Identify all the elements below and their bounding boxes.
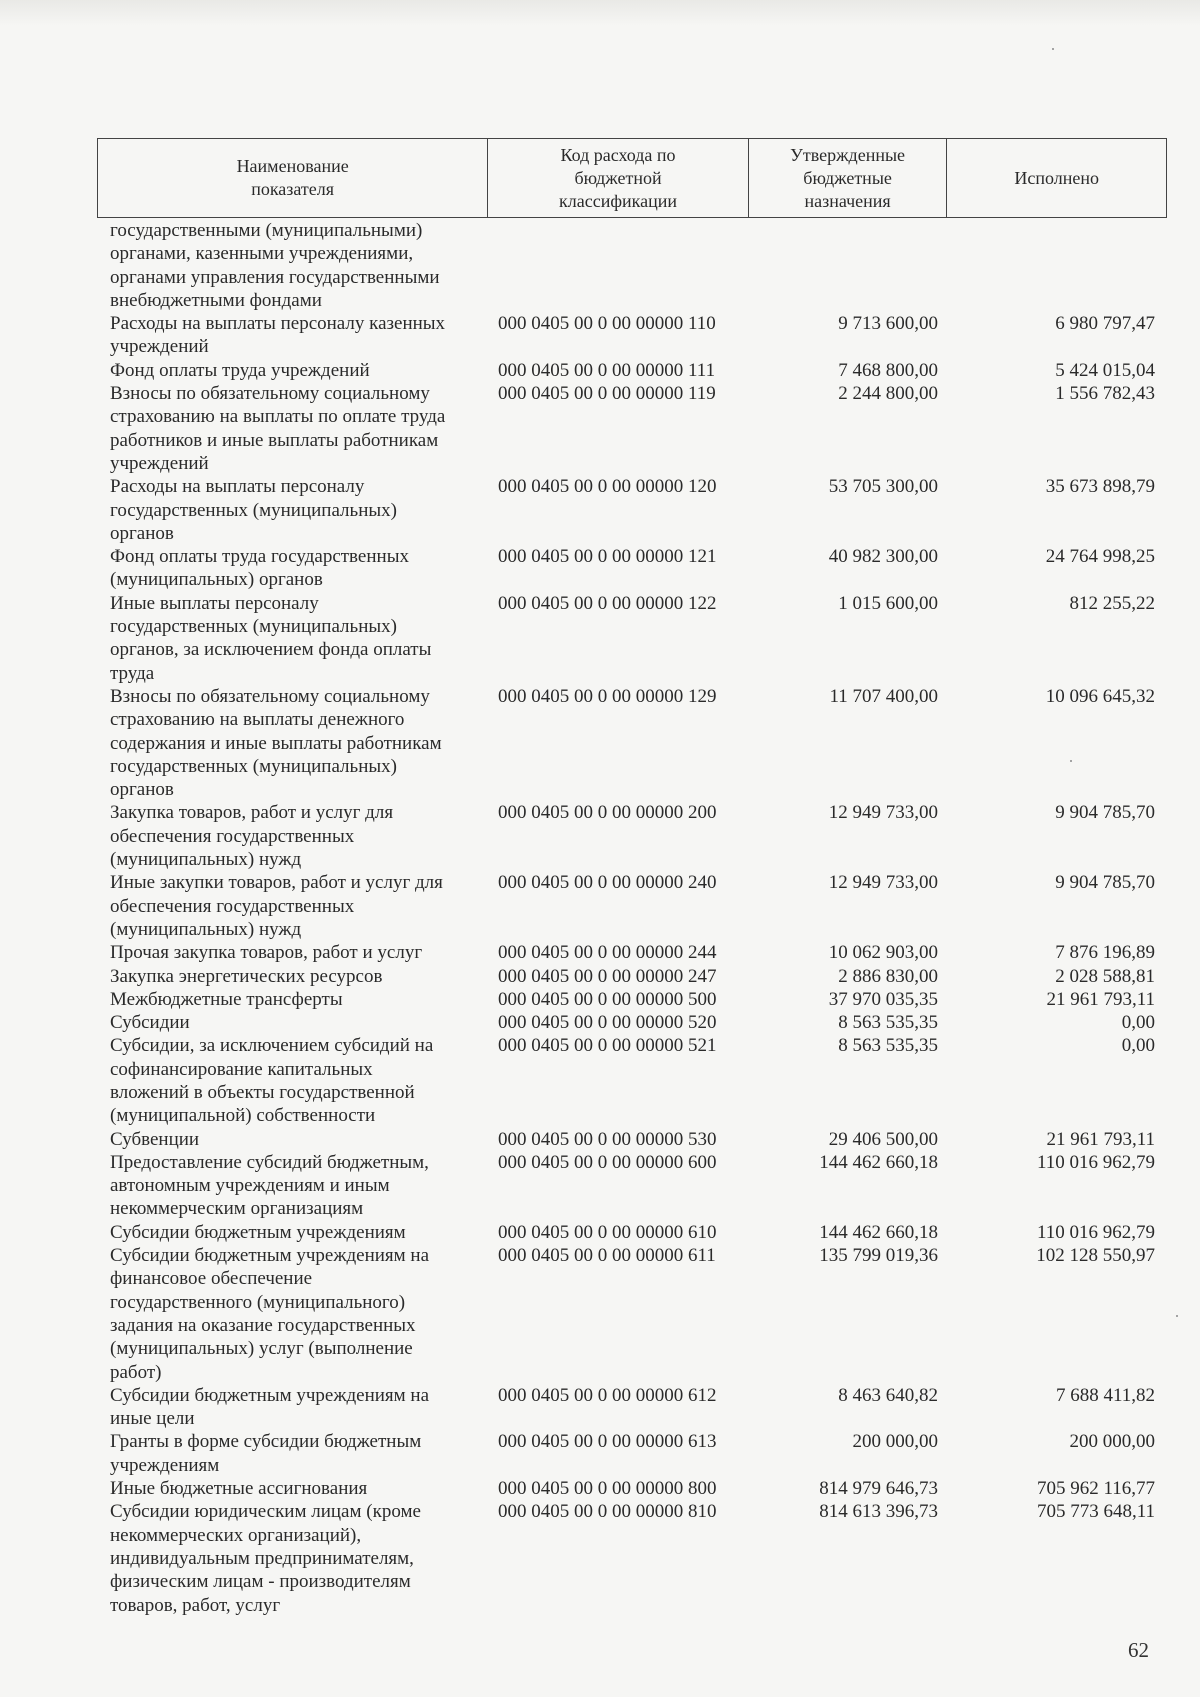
table-row bbox=[97, 1430, 1167, 1477]
cell-approved: 11 707 400,00 bbox=[829, 685, 938, 707]
cell-approved: 135 799 019,36 bbox=[819, 1245, 938, 1267]
cell-name: Расходы на выплаты персоналу государственных (муниципальных) органов bbox=[110, 476, 397, 544]
cell-code: 000 0405 00 0 00 00000 530 bbox=[498, 1128, 717, 1150]
cell-executed: 812 255,22 bbox=[1069, 592, 1155, 614]
cell-executed: 5 424 015,04 bbox=[1055, 359, 1155, 381]
cell-executed: 200 000,00 bbox=[1069, 1431, 1155, 1453]
scan-speck bbox=[1176, 1315, 1178, 1317]
cell-code: 000 0405 00 0 00 00000 120 bbox=[498, 476, 717, 498]
table-row bbox=[97, 382, 1167, 475]
table-row bbox=[97, 871, 1167, 941]
cell-name: Закупка товаров, работ и услуг для обеспечения государственных (муниципальных) нужд bbox=[110, 802, 394, 871]
table-row bbox=[97, 1151, 1167, 1221]
cell-name: Иные выплаты персоналу государственных (муниципальных) органов, за исключением фонда оплаты труда bbox=[110, 592, 432, 684]
cell-approved: 8 563 535,35 bbox=[838, 1012, 938, 1034]
cell-name: Субсидии бюджетным учреждениям bbox=[110, 1221, 406, 1243]
cell-name: Закупка энергетических ресурсов bbox=[110, 965, 383, 987]
cell-code: 000 0405 00 0 00 00000 111 bbox=[498, 359, 716, 381]
cell-executed: 1 556 782,43 bbox=[1055, 383, 1155, 405]
header-code: Код расхода по бюджетной классификации bbox=[488, 139, 749, 217]
table-row bbox=[97, 1384, 1167, 1431]
cell-executed: 7 688 411,82 bbox=[1055, 1384, 1155, 1406]
cell-name: Субсидии bbox=[110, 1012, 190, 1034]
cell-executed: 0,00 bbox=[1121, 1035, 1155, 1057]
cell-name: Фонд оплаты труда государственных (муниципальных) органов bbox=[110, 546, 409, 591]
table-row bbox=[97, 965, 1167, 988]
cell-approved: 814 613 396,73 bbox=[819, 1501, 938, 1523]
table-header bbox=[97, 138, 1167, 218]
table-row bbox=[97, 1244, 1167, 1384]
cell-name: Фонд оплаты труда учреждений bbox=[110, 359, 370, 381]
cell-code bbox=[478, 219, 749, 312]
cell-approved: 1 015 600,00 bbox=[838, 592, 938, 614]
cell-code: 000 0405 00 0 00 00000 600 bbox=[498, 1151, 717, 1173]
table-row bbox=[97, 1221, 1167, 1244]
cell-code: 000 0405 00 0 00 00000 110 bbox=[498, 313, 716, 335]
table-row bbox=[97, 801, 1167, 871]
cell-approved: 2 886 830,00 bbox=[838, 965, 938, 987]
cell-code: 000 0405 00 0 00 00000 122 bbox=[498, 592, 717, 614]
scan-speck bbox=[1052, 48, 1054, 50]
page-number: 62 bbox=[1128, 1638, 1149, 1662]
cell-code: 000 0405 00 0 00 00000 613 bbox=[498, 1431, 717, 1453]
table-row bbox=[97, 592, 1167, 685]
cell-name: Гранты в форме субсидии бюджетным учреждениям bbox=[110, 1431, 422, 1476]
cell-approved: 10 062 903,00 bbox=[828, 942, 938, 964]
cell-approved bbox=[749, 219, 948, 312]
cell-name: Субсидии бюджетным учреждениям на иные цели bbox=[110, 1384, 430, 1430]
cell-code: 000 0405 00 0 00 00000 121 bbox=[498, 546, 717, 568]
cell-approved: 200 000,00 bbox=[852, 1431, 938, 1453]
cell-name: Предоставление субсидий бюджетным, автономным учреждениям и иным некоммерческим организациям bbox=[110, 1151, 429, 1220]
table-row bbox=[97, 1500, 1167, 1616]
table-row bbox=[97, 988, 1167, 1011]
cell-code: 000 0405 00 0 00 00000 520 bbox=[498, 1012, 717, 1034]
cell-name: Расходы на выплаты персоналу казенных учреждений bbox=[110, 313, 446, 358]
cell-approved: 814 979 646,73 bbox=[819, 1478, 938, 1500]
cell-executed: 0,00 bbox=[1121, 1012, 1155, 1034]
cell-code: 000 0405 00 0 00 00000 611 bbox=[498, 1245, 716, 1267]
cell-approved: 40 982 300,00 bbox=[828, 546, 938, 568]
table-body bbox=[97, 219, 1167, 1617]
cell-executed: 6 980 797,47 bbox=[1055, 313, 1155, 335]
cell-code: 000 0405 00 0 00 00000 521 bbox=[498, 1035, 717, 1057]
cell-name: Субсидии юридическим лицам (кроме некоммерческих организаций), индивидуальным предпринимателям, физическим лицам - производителям товаров, работ, услуг bbox=[110, 1501, 421, 1616]
cell-approved: 144 462 660,18 bbox=[819, 1221, 938, 1243]
cell-executed: 102 128 550,97 bbox=[1036, 1245, 1155, 1267]
cell-executed: 110 016 962,79 bbox=[1036, 1151, 1155, 1173]
cell-code: 000 0405 00 0 00 00000 119 bbox=[498, 383, 716, 405]
table-row bbox=[97, 1011, 1167, 1034]
cell-executed: 7 876 196,89 bbox=[1055, 942, 1155, 964]
cell-name: Субсидии, за исключением субсидий на софинансирование капитальных вложений в объекты государственной (муниципальной) собственности bbox=[110, 1035, 434, 1127]
cell-approved: 144 462 660,18 bbox=[819, 1151, 938, 1173]
cell-approved: 7 468 800,00 bbox=[838, 359, 938, 381]
scan-edge-shadow bbox=[0, 0, 1200, 26]
cell-executed: 705 962 116,77 bbox=[1036, 1478, 1155, 1500]
cell-code: 000 0405 00 0 00 00000 500 bbox=[498, 988, 717, 1010]
cell-executed: 2 028 588,81 bbox=[1055, 965, 1155, 987]
cell-name: Прочая закупка товаров, работ и услуг bbox=[110, 942, 423, 964]
cell-code: 000 0405 00 0 00 00000 610 bbox=[498, 1221, 717, 1243]
cell-code: 000 0405 00 0 00 00000 810 bbox=[498, 1501, 717, 1523]
cell-approved: 2 244 800,00 bbox=[838, 383, 938, 405]
cell-code: 000 0405 00 0 00 00000 247 bbox=[498, 965, 717, 987]
cell-name: Взносы по обязательному социальному страхованию на выплаты денежного содержания и иные выплаты работникам государственных (муниципальных) органов bbox=[110, 685, 442, 801]
cell-name: Взносы по обязательному социальному страхованию на выплаты по оплате труда работников и иные выплаты работникам учреждений bbox=[110, 383, 446, 474]
cell-approved: 37 970 035,35 bbox=[828, 988, 938, 1010]
table-row bbox=[97, 219, 1167, 312]
cell-code: 000 0405 00 0 00 00000 129 bbox=[498, 685, 717, 707]
cell-executed: 9 904 785,70 bbox=[1055, 872, 1155, 894]
table-row bbox=[97, 1034, 1167, 1127]
cell-name: Субсидии бюджетным учреждениям на финансовое обеспечение государственного (муниципального) задания на оказание государственных (муниципальных) услуг (выполнение работ) bbox=[110, 1245, 430, 1383]
cell-approved: 53 705 300,00 bbox=[828, 476, 938, 498]
cell-approved: 9 713 600,00 bbox=[838, 313, 938, 335]
table-row bbox=[97, 1477, 1167, 1500]
header-approved: Утвержденные бюджетные назначения bbox=[749, 139, 948, 217]
cell-code: 000 0405 00 0 00 00000 244 bbox=[498, 942, 717, 964]
cell-approved: 8 563 535,35 bbox=[838, 1035, 938, 1057]
cell-executed bbox=[948, 219, 1167, 312]
cell-name: Субвенции bbox=[110, 1128, 200, 1150]
table-row bbox=[97, 685, 1167, 801]
cell-name: государственными (муниципальными) органами, казенными учреждениями, органами управления государственными внебюджетными фондами bbox=[110, 220, 440, 311]
cell-executed: 24 764 998,25 bbox=[1045, 546, 1155, 568]
header-name: Наименование показателя bbox=[98, 139, 488, 217]
cell-name: Межбюджетные трансферты bbox=[110, 988, 343, 1010]
table-row bbox=[97, 312, 1167, 359]
cell-executed: 10 096 645,32 bbox=[1045, 685, 1155, 707]
cell-code: 000 0405 00 0 00 00000 612 bbox=[498, 1384, 717, 1406]
cell-approved: 12 949 733,00 bbox=[828, 802, 938, 824]
table-row bbox=[97, 1128, 1167, 1151]
cell-executed: 705 773 648,11 bbox=[1036, 1501, 1155, 1523]
header-executed: Исполнено bbox=[1014, 167, 1100, 188]
cell-approved: 29 406 500,00 bbox=[828, 1128, 938, 1150]
cell-executed: 110 016 962,79 bbox=[1036, 1221, 1155, 1243]
table-row bbox=[97, 941, 1167, 964]
cell-name: Иные бюджетные ассигнования bbox=[110, 1478, 368, 1500]
table-row bbox=[97, 545, 1167, 592]
cell-code: 000 0405 00 0 00 00000 240 bbox=[498, 872, 717, 894]
cell-executed: 21 961 793,11 bbox=[1046, 988, 1155, 1010]
cell-approved: 8 463 640,82 bbox=[838, 1384, 938, 1406]
cell-name: Иные закупки товаров, работ и услуг для обеспечения государственных (муниципальных) нужд bbox=[110, 872, 443, 940]
cell-executed: 21 961 793,11 bbox=[1046, 1128, 1155, 1150]
cell-code: 000 0405 00 0 00 00000 200 bbox=[498, 802, 717, 824]
table-row bbox=[97, 359, 1167, 382]
cell-executed: 9 904 785,70 bbox=[1055, 802, 1155, 824]
cell-executed: 35 673 898,79 bbox=[1045, 476, 1155, 498]
table-row bbox=[97, 475, 1167, 545]
cell-approved: 12 949 733,00 bbox=[828, 872, 938, 894]
cell-code: 000 0405 00 0 00 00000 800 bbox=[498, 1478, 717, 1500]
